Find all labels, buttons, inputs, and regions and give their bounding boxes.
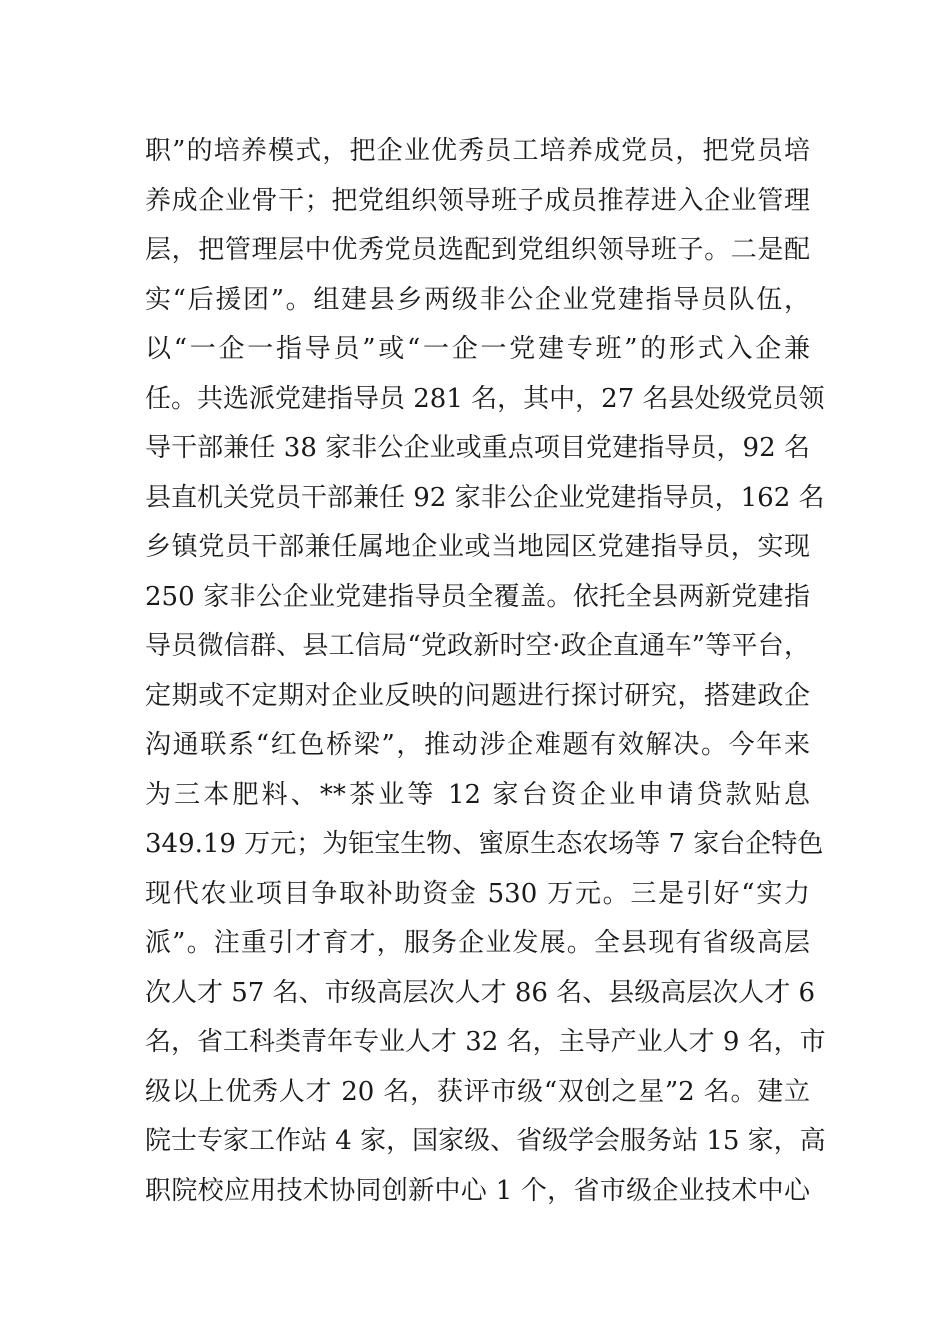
text-line: 实“后援团”。组建县乡两级非公企业党建指导员队伍， <box>145 284 810 315</box>
text-line: 派”。注重引才育才，服务企业发展。全县现有省级高层 <box>145 928 810 958</box>
text-line: 任。共选派党建指导员 281 名，其中，27 名县处级党员领 <box>145 383 825 414</box>
text-line: 349.19 万元；为钜宝生物、蜜原生态农场等 7 家台企特色 <box>145 829 824 859</box>
text-line: 职院校应用技术协同创新中心 1 个，省市级企业技术中心 <box>145 1175 810 1206</box>
text-line: 级以上优秀人才 20 名，获评市级“双创之星”2 名。建立 <box>145 1076 810 1107</box>
text-line: 职”的培养模式，把企业优秀员工培养成党员，把党员培 <box>145 136 810 166</box>
text-line: 次人才 57 名、市级高层次人才 86 名、县级高层次人才 6 <box>145 977 816 1008</box>
text-line: 养成企业骨干；把党组织领导班子成员推荐进入企业管理 <box>145 185 810 216</box>
text-line: 250 家非公企业党建指导员全覆盖。依托全县两新党建指 <box>145 581 810 612</box>
text-line: 为三本肥料、**茶业等 12 家台资企业申请贷款贴息 <box>145 779 810 810</box>
body-paragraph <box>145 127 826 1216</box>
text-line: 导员微信群、县工信局“党政新时空·政企直通车”等平台， <box>145 631 810 661</box>
text-line: 院士专家工作站 4 家，国家级、省级学会服务站 15 家，高 <box>145 1126 826 1156</box>
text-line: 名，省工科类青年专业人才 32 名，主导产业人才 9 名，市 <box>145 1027 826 1057</box>
text-line: 沟通联系“红色桥梁”，推动涉企难题有效解决。今年来 <box>145 730 810 760</box>
text-line: 以“一企一指导员”或“一企一党建专班”的形式入企兼 <box>145 334 810 364</box>
text-line: 乡镇党员干部兼任属地企业或当地园区党建指导员，实现 <box>145 532 810 562</box>
text-line: 导干部兼任 38 家非公企业或重点项目党建指导员，92 名 <box>145 433 810 463</box>
text-line: 定期或不定期对企业反映的问题进行探讨研究，搭建政企 <box>145 680 810 711</box>
text-line: 县直机关党员干部兼任 92 家非公企业党建指导员，162 名 <box>145 482 825 513</box>
text-line: 现代农业项目争取补助资金 530 万元。三是引好“实力 <box>145 878 810 909</box>
text-line: 层，把管理层中优秀党员选配到党组织领导班子。二是配 <box>145 235 810 265</box>
